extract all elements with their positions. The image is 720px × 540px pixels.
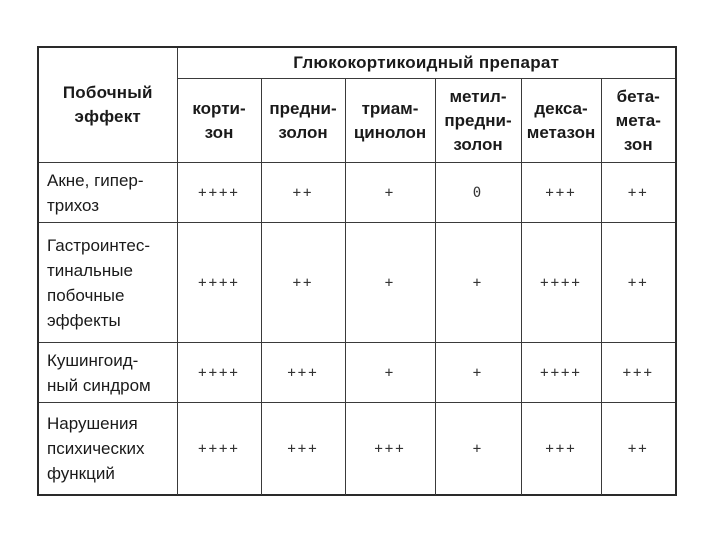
- value-cell: +++: [345, 403, 435, 495]
- drug-header-methylprednisolone: метил- предни- золон: [435, 79, 521, 163]
- value-cell: +++: [521, 403, 601, 495]
- value-cell: ++: [601, 403, 675, 495]
- effect-cell: Нарушения психических функций: [39, 403, 177, 495]
- value-cell: +: [345, 343, 435, 403]
- value-cell: +: [345, 163, 435, 223]
- drug-header-cortisone: корти- зон: [177, 79, 261, 163]
- value-cell: +++: [261, 343, 345, 403]
- value-cell: +++: [601, 343, 675, 403]
- side-effects-table-frame: [37, 46, 677, 496]
- effect-column-header: [39, 48, 177, 163]
- value-cell: ++: [261, 223, 345, 343]
- effect-cell: Гастроинтес- тинальные побочные эффекты: [39, 223, 177, 343]
- value-cell: ++: [261, 163, 345, 223]
- table-row: [39, 223, 675, 343]
- header-row-group: [39, 48, 675, 79]
- value-cell: +: [435, 343, 521, 403]
- value-cell: ++++: [521, 223, 601, 343]
- effect-cell: Кушингоид- ный синдром: [39, 343, 177, 403]
- table-row: [39, 163, 675, 223]
- value-cell: ++++: [177, 403, 261, 495]
- value-cell: +: [435, 223, 521, 343]
- effect-cell: Акне, гипер- трихоз: [39, 163, 177, 223]
- value-cell: +: [345, 223, 435, 343]
- value-cell: ++++: [177, 343, 261, 403]
- drug-header-prednisolone: предни- золон: [261, 79, 345, 163]
- table-row: [39, 403, 675, 495]
- value-cell: 0: [435, 163, 521, 223]
- value-cell: ++++: [177, 163, 261, 223]
- drug-header-betamethasone: бета- мета- зон: [601, 79, 675, 163]
- side-effects-table: [39, 48, 675, 495]
- value-cell: ++++: [521, 343, 601, 403]
- drug-header-triamcinolone: триам- цинолон: [345, 79, 435, 163]
- value-cell: ++: [601, 223, 675, 343]
- drug-header-dexamethasone: декса- метазон: [521, 79, 601, 163]
- value-cell: +++: [521, 163, 601, 223]
- effect-header-text: Побочный эффект: [62, 83, 153, 126]
- table-row: [39, 343, 675, 403]
- value-cell: ++: [601, 163, 675, 223]
- drug-group-header: Глюкокортикоидный препарат: [177, 48, 675, 79]
- value-cell: +++: [261, 403, 345, 495]
- value-cell: +: [435, 403, 521, 495]
- value-cell: ++++: [177, 223, 261, 343]
